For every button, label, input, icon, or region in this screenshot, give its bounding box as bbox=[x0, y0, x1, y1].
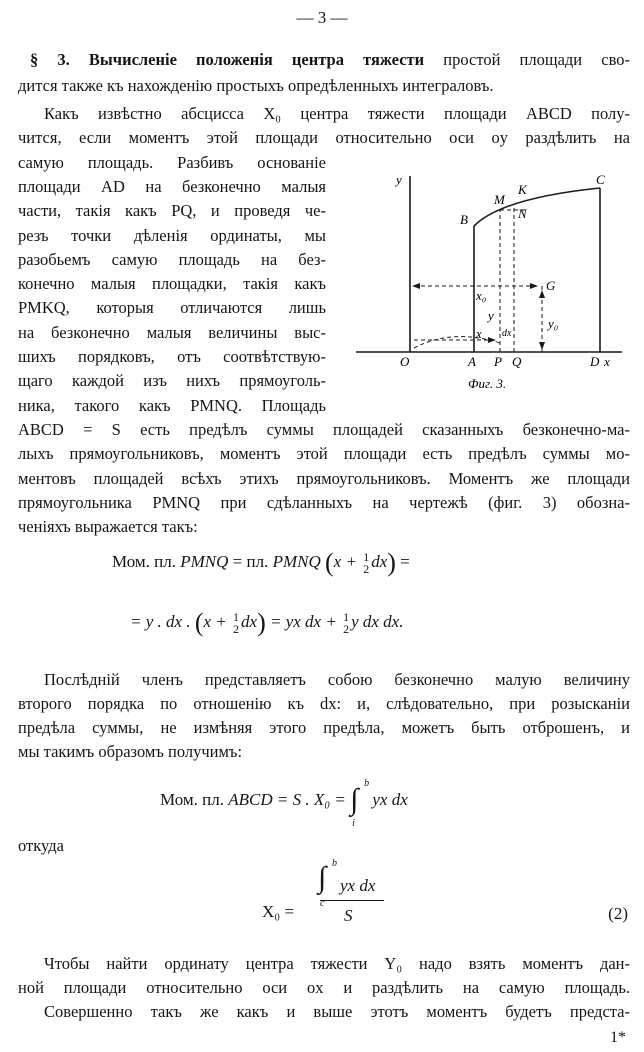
label-G: G bbox=[546, 278, 556, 293]
text-line: шихъ порядковъ, отъ соотвѣтствую- bbox=[18, 347, 326, 366]
label-x-axis: x bbox=[604, 354, 610, 369]
eq2-fraction: 1 2 bbox=[233, 610, 240, 637]
integral-upper: b bbox=[364, 778, 370, 789]
section-heading-rest: простой площади сво- bbox=[443, 50, 631, 69]
text-otkuda: откуда bbox=[18, 836, 64, 855]
section-heading: § 3. Вычисленіе положенія центра тяжести bbox=[30, 50, 425, 69]
label-A: A bbox=[468, 354, 476, 369]
figure-3 bbox=[352, 168, 632, 396]
label-x0: x₀ bbox=[476, 288, 487, 303]
text-line: Послѣдній членъ представляетъ собою безконечно малую величину bbox=[44, 670, 630, 689]
section-heading-line bbox=[30, 46, 630, 74]
text-line: второго порядка по отношенію къ dx: и, слѣдовательно, при розысканіи bbox=[18, 694, 630, 713]
page-number: — 3 — bbox=[296, 8, 348, 27]
text-line: дится также къ нахожденію простыхъ опредѣленныхъ интеграловъ. bbox=[18, 76, 494, 95]
eq1-var: x + bbox=[333, 552, 362, 571]
eq4-denominator: S bbox=[344, 906, 353, 925]
label-y: y bbox=[488, 308, 494, 323]
eq3-var: = S . X₀ = bbox=[276, 790, 346, 809]
label-B: B bbox=[460, 212, 468, 227]
label-M: M bbox=[494, 192, 505, 207]
integral-upper: b bbox=[332, 858, 337, 869]
text-line: самую площадь. Разбивъ основаніе bbox=[18, 153, 326, 172]
label-y-axis: y bbox=[396, 172, 402, 187]
label-C: C bbox=[596, 172, 605, 187]
text-line: ABCD = S есть предѣлъ суммы площадей сказанныхъ безконечно-ма- bbox=[18, 420, 630, 439]
eq4-numerator: yx dx bbox=[340, 876, 376, 895]
eq1-text: = пл. bbox=[232, 552, 269, 571]
eq2-var: dx bbox=[241, 612, 258, 631]
text-line: на безконечно малыя величины выс- bbox=[18, 323, 326, 342]
label-y0: y₀ bbox=[548, 316, 559, 331]
eq3-text: Мом. пл. bbox=[160, 790, 224, 809]
text-line: Какъ извѣстно абсцисса X₀ центра тяжести площади ABCD полу- bbox=[44, 104, 630, 123]
eq3-var: yx dx bbox=[372, 790, 408, 809]
integral-sign: ∫ bbox=[318, 861, 327, 894]
label-D: D bbox=[590, 354, 600, 369]
figure-caption: Фиг. 3. bbox=[468, 376, 507, 391]
text-line: прямоугольника PMNQ при сдѣланныхъ на чертежѣ (фиг. 3) обозна- bbox=[18, 493, 630, 512]
equation-2: = y . dx . (x + 1 2 dx) = yx dx + 1 2 y dx dx. bbox=[130, 608, 404, 638]
text-line: ной площади относительно оси ox и раздѣлить на самую площадь. bbox=[18, 978, 630, 997]
text-line: ментовъ площадей всѣхъ этихъ прямоугольниковъ. Моментъ же площади bbox=[18, 469, 630, 488]
eq2-fraction-2: 1 2 bbox=[343, 610, 350, 637]
label-P: P bbox=[494, 354, 502, 369]
integral-lower: c bbox=[320, 898, 325, 909]
equation-3 bbox=[160, 778, 408, 829]
equation-tag: (2) bbox=[608, 904, 628, 923]
text-line: Совершенно такъ же какъ и выше этотъ моментъ будетъ предста- bbox=[44, 1002, 630, 1021]
eq2-var: y dx dx. bbox=[351, 612, 404, 631]
text-line: мы такимъ образомъ получимъ: bbox=[18, 742, 243, 761]
text-line: площади AD на безконечно малыя bbox=[18, 177, 326, 196]
eq1-text: Мом. пл. bbox=[112, 552, 176, 571]
signature-mark: 1* bbox=[610, 1029, 626, 1046]
eq4-lhs: X₀ = bbox=[262, 902, 295, 921]
label-x: x bbox=[476, 326, 482, 341]
text-line: PMKQ, которыя отличаются лишь bbox=[18, 298, 326, 317]
label-N: N bbox=[518, 206, 527, 221]
text-line: чится, если моментъ этой площади относительно оси oy раздѣлить на bbox=[18, 128, 630, 147]
text-line: конечно малыя площадки, такія какъ bbox=[18, 274, 326, 293]
eq1-var: dx bbox=[371, 552, 388, 571]
label-dx: dx bbox=[502, 328, 512, 339]
text-line: предѣла суммы, не измѣняя этого предѣла, можетъ быть отброшенъ, и bbox=[18, 718, 630, 737]
eq2-var: = y . dx . bbox=[130, 612, 191, 631]
eq3-var: ABCD bbox=[228, 790, 273, 809]
curve-BC bbox=[474, 188, 600, 226]
eq1-text: = bbox=[400, 552, 410, 571]
eq2-var: x + bbox=[203, 612, 232, 631]
text-line: резъ точки дѣленія ординаты, мы bbox=[18, 226, 326, 245]
label-Q: Q bbox=[512, 354, 522, 369]
equation-1: Мом. пл. PMNQ = пл. PMNQ (x + 1 2 dx) = bbox=[112, 548, 410, 578]
text-line: Чтобы найти ординату центра тяжести Y₀ надо взять моментъ дан- bbox=[44, 954, 630, 973]
label-K: K bbox=[518, 182, 527, 197]
integral-lower: i bbox=[352, 818, 355, 829]
text-line: ника, такого какъ PMNQ. Площадь bbox=[18, 396, 326, 415]
eq1-fraction: 1 2 bbox=[363, 550, 370, 577]
text-line: щаго каждой изъ нихъ прямоуголь- bbox=[18, 371, 326, 390]
text-line: разобьемъ самую площадь на без- bbox=[18, 250, 326, 269]
label-O: O bbox=[400, 354, 410, 369]
eq2-var: = yx dx + bbox=[269, 612, 342, 631]
integral-sign: ∫ bbox=[350, 783, 359, 816]
text-line: лыхъ прямоугольниковъ, моментъ этой площади есть предѣлъ суммы мо- bbox=[18, 444, 630, 463]
eq1-var: PMNQ bbox=[180, 552, 229, 571]
text-line: части, такія какъ PQ, и проведя че- bbox=[18, 201, 326, 220]
eq1-var: PMNQ bbox=[272, 552, 321, 571]
text-line: ченіяхъ выражается такъ: bbox=[18, 517, 198, 536]
